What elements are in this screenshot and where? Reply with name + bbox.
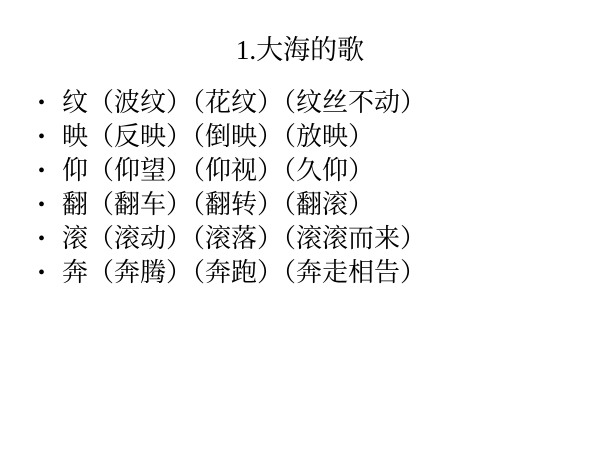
list-item: • 翻（翻车）（翻转）（翻滚） [38,188,600,222]
page-title: 1.大海的歌 [235,35,365,65]
list-item: • 映（反映）（倒映）（放映） [38,120,600,154]
list-item: • 纹（波纹）（花纹）（纹丝不动） [38,86,600,120]
list-item: • 奔（奔腾）（奔跑）（奔走相告） [38,256,600,290]
vocabulary-list [0,86,600,290]
list-item: • 滚（滚动）（滚落）（滚滚而来） [38,222,600,256]
list-item: • 仰（仰望）（仰视）（久仰） [38,154,600,188]
